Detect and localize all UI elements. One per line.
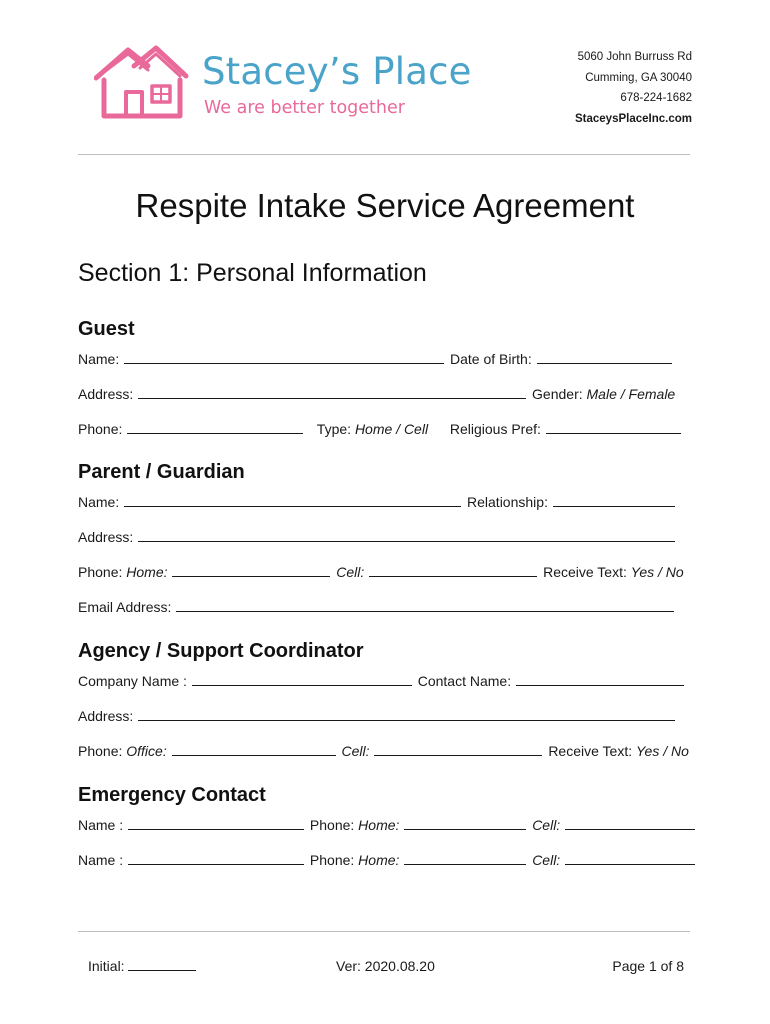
emergency-name-label: Name : xyxy=(78,852,124,868)
parent-name-row xyxy=(78,494,677,510)
parent-address-field[interactable] xyxy=(138,530,675,542)
guest-type-label: Type: xyxy=(316,421,352,437)
parent-relationship-label: Relationship: xyxy=(467,494,548,510)
agency-address-row xyxy=(78,708,677,724)
initial-label: Initial: xyxy=(88,958,125,974)
parent-name-field[interactable] xyxy=(124,495,461,507)
guest-name-field[interactable] xyxy=(124,352,444,364)
parent-cell-phone-field[interactable] xyxy=(369,565,537,577)
section-title: Section 1: Personal Information xyxy=(78,259,427,287)
guest-phone-label: Phone: xyxy=(78,421,123,437)
emergency-home-phone-field[interactable] xyxy=(404,853,526,865)
street-address: 5060 John Burruss Rd xyxy=(577,51,692,63)
parent-email-field[interactable] xyxy=(176,600,674,612)
house-logo-icon xyxy=(94,44,190,120)
emergency-cell-phone-field[interactable] xyxy=(565,818,695,830)
guest-gender-label: Gender: xyxy=(532,386,583,402)
guest-address-field[interactable] xyxy=(138,387,526,399)
emergency-name-label: Name : xyxy=(78,817,124,833)
guest-dob-field[interactable] xyxy=(537,352,672,364)
emergency-cell-label: Cell: xyxy=(532,852,561,868)
logo xyxy=(94,44,474,122)
contact-block xyxy=(575,47,692,129)
agency-heading: Agency / Support Coordinator xyxy=(78,640,364,662)
guest-name-label: Name: xyxy=(78,351,120,367)
emergency-contact-row xyxy=(78,852,697,868)
brand-tagline: We are better together xyxy=(204,98,405,118)
agency-cell-phone-field[interactable] xyxy=(374,744,542,756)
footer-divider xyxy=(78,931,690,932)
guest-address-row xyxy=(78,386,675,402)
agency-office-label: Office: xyxy=(126,743,167,759)
agency-company-row xyxy=(78,673,686,689)
document-title: Respite Intake Service Agreement xyxy=(135,187,635,224)
website: StaceysPlaceInc.com xyxy=(575,112,692,125)
parent-heading: Parent / Guardian xyxy=(78,461,245,483)
parent-name-label: Name: xyxy=(78,494,120,510)
agency-company-field[interactable] xyxy=(192,674,412,686)
parent-cell-label: Cell: xyxy=(336,564,365,580)
header-divider xyxy=(78,154,690,155)
agency-phone-row xyxy=(78,743,689,759)
agency-receive-text-label: Receive Text: xyxy=(548,743,633,759)
emergency-home-label: Home: xyxy=(358,817,400,833)
parent-phone-row xyxy=(78,564,684,580)
phone-number: 678-224-1682 xyxy=(620,92,692,104)
agency-company-label: Company Name : xyxy=(78,673,187,689)
parent-address-row xyxy=(78,529,677,545)
guest-address-label: Address: xyxy=(78,386,134,402)
emergency-phone-label: Phone: xyxy=(309,817,355,833)
city-state-zip: Cumming, GA 30040 xyxy=(585,71,692,84)
emergency-cell-label: Cell: xyxy=(532,817,561,833)
emergency-contact-row xyxy=(78,817,697,833)
parent-email-row xyxy=(78,599,676,615)
parent-home-phone-field[interactable] xyxy=(172,565,330,577)
parent-home-label: Home: xyxy=(126,564,168,580)
agency-contact-label: Contact Name: xyxy=(417,673,512,689)
parent-receive-text-label: Receive Text: xyxy=(543,564,627,580)
agency-cell-label: Cell: xyxy=(341,743,370,759)
brand-name: Stacey’s Place xyxy=(202,50,472,93)
agency-address-label: Address: xyxy=(78,708,134,724)
parent-relationship-field[interactable] xyxy=(553,495,675,507)
guest-gender-options[interactable]: Male / Female xyxy=(586,386,676,402)
parent-email-label: Email Address: xyxy=(78,599,172,615)
guest-name-row xyxy=(78,351,674,367)
initial-block xyxy=(88,958,196,974)
initial-field[interactable] xyxy=(128,959,196,971)
emergency-heading: Emergency Contact xyxy=(78,784,266,806)
agency-phone-label: Phone: xyxy=(78,743,123,759)
emergency-phone-label: Phone: xyxy=(309,852,355,868)
guest-phone-row xyxy=(78,421,683,437)
guest-type-options[interactable]: Home / Cell xyxy=(354,421,429,437)
guest-dob-label: Date of Birth: xyxy=(450,351,532,367)
emergency-home-phone-field[interactable] xyxy=(404,818,526,830)
agency-address-field[interactable] xyxy=(138,709,675,721)
page-number: Page 1 of 8 xyxy=(612,958,684,974)
agency-contact-field[interactable] xyxy=(516,674,684,686)
emergency-home-label: Home: xyxy=(358,852,400,868)
emergency-name-field[interactable] xyxy=(128,853,304,865)
version-label: Ver: 2020.08.20 xyxy=(336,958,435,974)
agency-office-phone-field[interactable] xyxy=(172,744,336,756)
guest-phone-field[interactable] xyxy=(127,422,303,434)
emergency-name-field[interactable] xyxy=(128,818,304,830)
guest-heading: Guest xyxy=(78,318,135,340)
guest-religious-field[interactable] xyxy=(546,422,681,434)
agency-receive-text-options[interactable]: Yes / No xyxy=(635,743,689,759)
parent-receive-text-options[interactable]: Yes / No xyxy=(630,564,684,580)
guest-religious-label: Religious Pref: xyxy=(449,421,541,437)
parent-phone-label: Phone: xyxy=(78,564,123,580)
emergency-cell-phone-field[interactable] xyxy=(565,853,695,865)
parent-address-label: Address: xyxy=(78,529,134,545)
